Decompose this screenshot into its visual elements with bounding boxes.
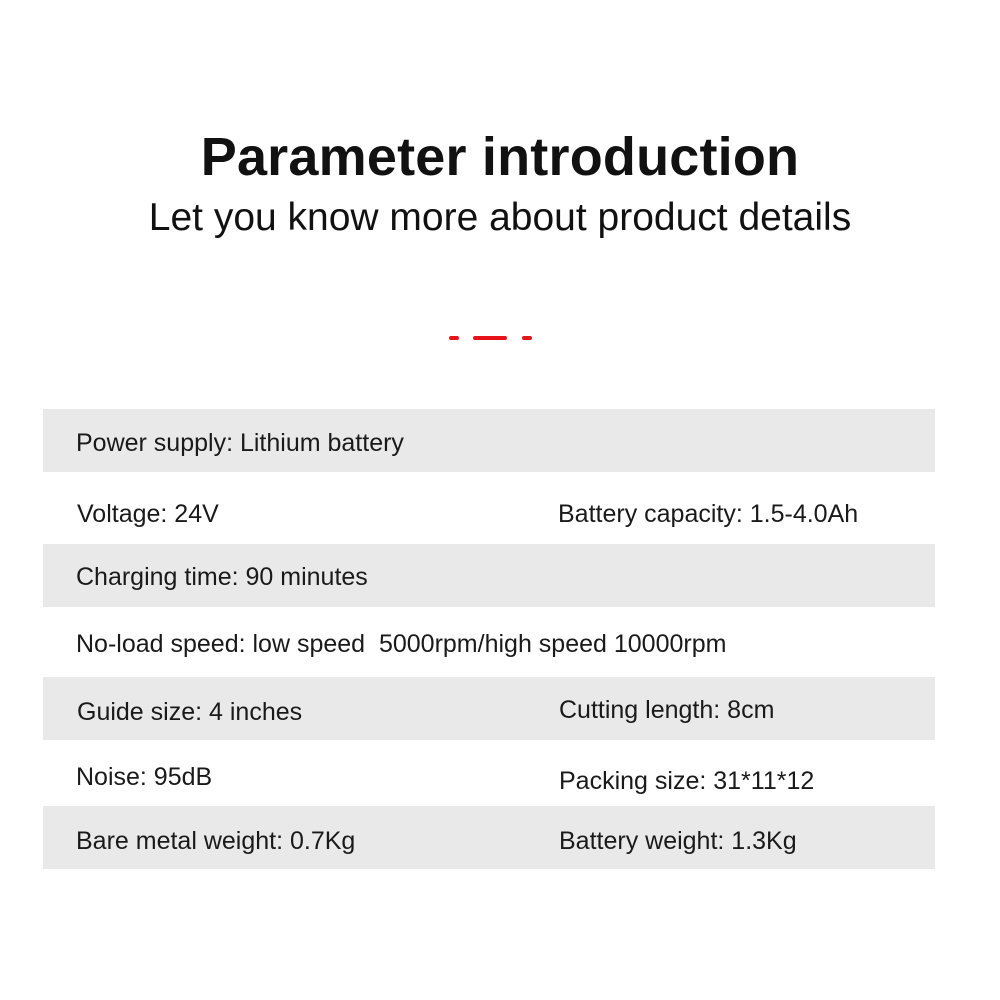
spec-no-load-speed: No-load speed: low speed 5000rpm/high speed 10000rpm	[76, 630, 727, 658]
spec-row-weight	[43, 806, 935, 869]
divider-dash-right	[522, 336, 532, 340]
spec-row-noise	[43, 745, 935, 808]
spec-charging-time: Charging time: 90 minutes	[76, 563, 368, 591]
page-title: Parameter introduction	[200, 127, 800, 187]
spec-row-charging-time	[43, 544, 935, 607]
divider-dash-center	[473, 336, 507, 340]
spec-cutting-length: Cutting length: 8cm	[559, 696, 775, 724]
spec-row-no-load-speed	[43, 611, 935, 674]
spec-guide-size: Guide size: 4 inches	[77, 698, 303, 726]
divider-dash-left	[449, 336, 459, 340]
spec-power-supply: Power supply: Lithium battery	[76, 429, 404, 457]
spec-voltage: Voltage: 24V	[77, 500, 219, 528]
spec-battery-capacity: Battery capacity: 1.5-4.0Ah	[558, 500, 859, 528]
spec-row-guide-size	[43, 677, 935, 740]
spec-row-power-supply	[43, 409, 935, 472]
spec-packing-size: Packing size: 31*11*12	[559, 767, 815, 795]
spec-noise: Noise: 95dB	[76, 763, 213, 791]
spec-battery-weight: Battery weight: 1.3Kg	[559, 827, 797, 855]
spec-row-voltage	[43, 480, 935, 543]
spec-bare-metal-weight: Bare metal weight: 0.7Kg	[76, 827, 356, 855]
page-subtitle: Let you know more about product details	[148, 196, 852, 239]
